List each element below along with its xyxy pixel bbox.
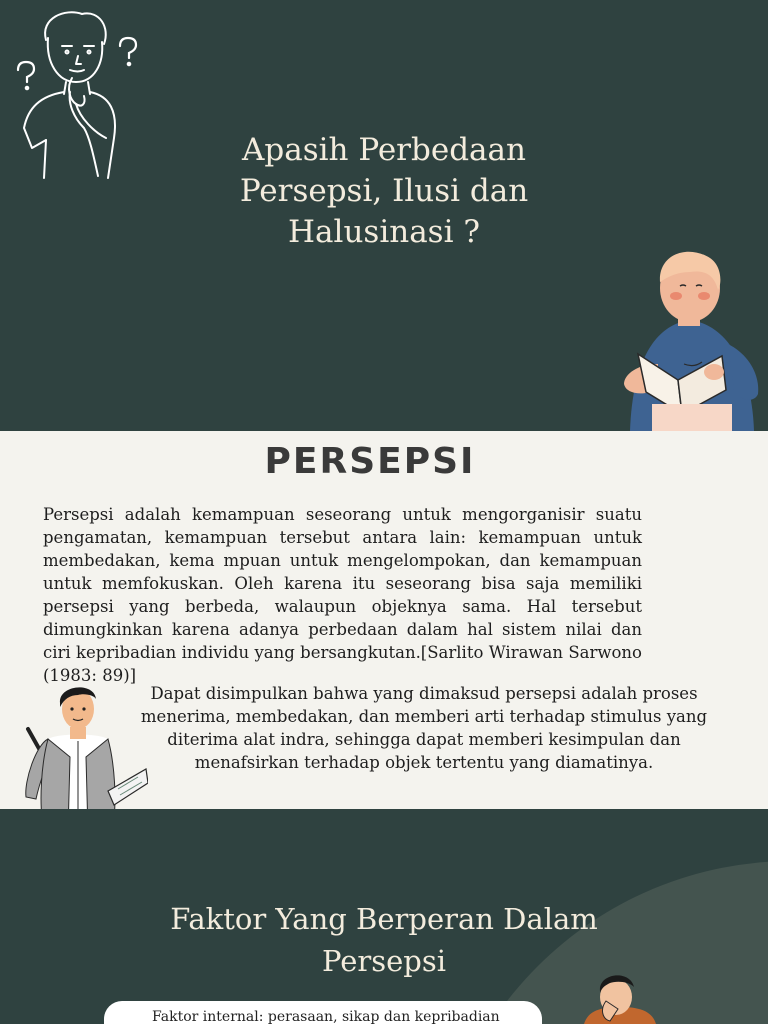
faktor-section [0, 809, 768, 1024]
person-thinking-illustration [580, 971, 660, 1024]
hero-section [0, 0, 768, 431]
conclusion-paragraph: Dapat disimpulkan bahwa yang dimaksud persepsi adalah proses menerima, membedakan, dan memberi arti terhadap stimulus yang diterima alat indra, sehingga dapat memberi kesimpulan dan menafsirkan terhadap objek tertentu yang diamatinya. [140, 684, 708, 772]
page-title: Apasih Perbedaan Persepsi, Ilusi dan Halusinasi ? [239, 132, 529, 250]
thinking-man-illustration [10, 8, 150, 184]
section-heading: PERSEPSI [264, 441, 476, 482]
card-text: Faktor internal: perasaan, sikap dan kepribadian [152, 1009, 500, 1024]
faktor-card [104, 1001, 542, 1024]
reading-boy-illustration [618, 244, 764, 431]
persepsi-section [0, 431, 768, 809]
faktor-title: Faktor Yang Berperan Dalam Persepsi [170, 902, 598, 978]
definition-paragraph: Persepsi adalah kemampuan seseorang untuk mengorganisir suatu pengamatan, kemampuan tersebut antara lain: kemampuan untuk membedakan, kema mpuan untuk mengelompokan, dan kemampuan untuk memfokuskan. Oleh karena itu seseorang bisa saja memiliki persepsi yang berbeda, walaupun objeknya sama. Hal tersebut dimungkinkan karena adanya perbedaan dalam hal sistem nilai dan ciri kepribadian individu yang bersangkutan.[Sarlito Wirawan Sarwono (1983: 89)] [43, 505, 642, 685]
